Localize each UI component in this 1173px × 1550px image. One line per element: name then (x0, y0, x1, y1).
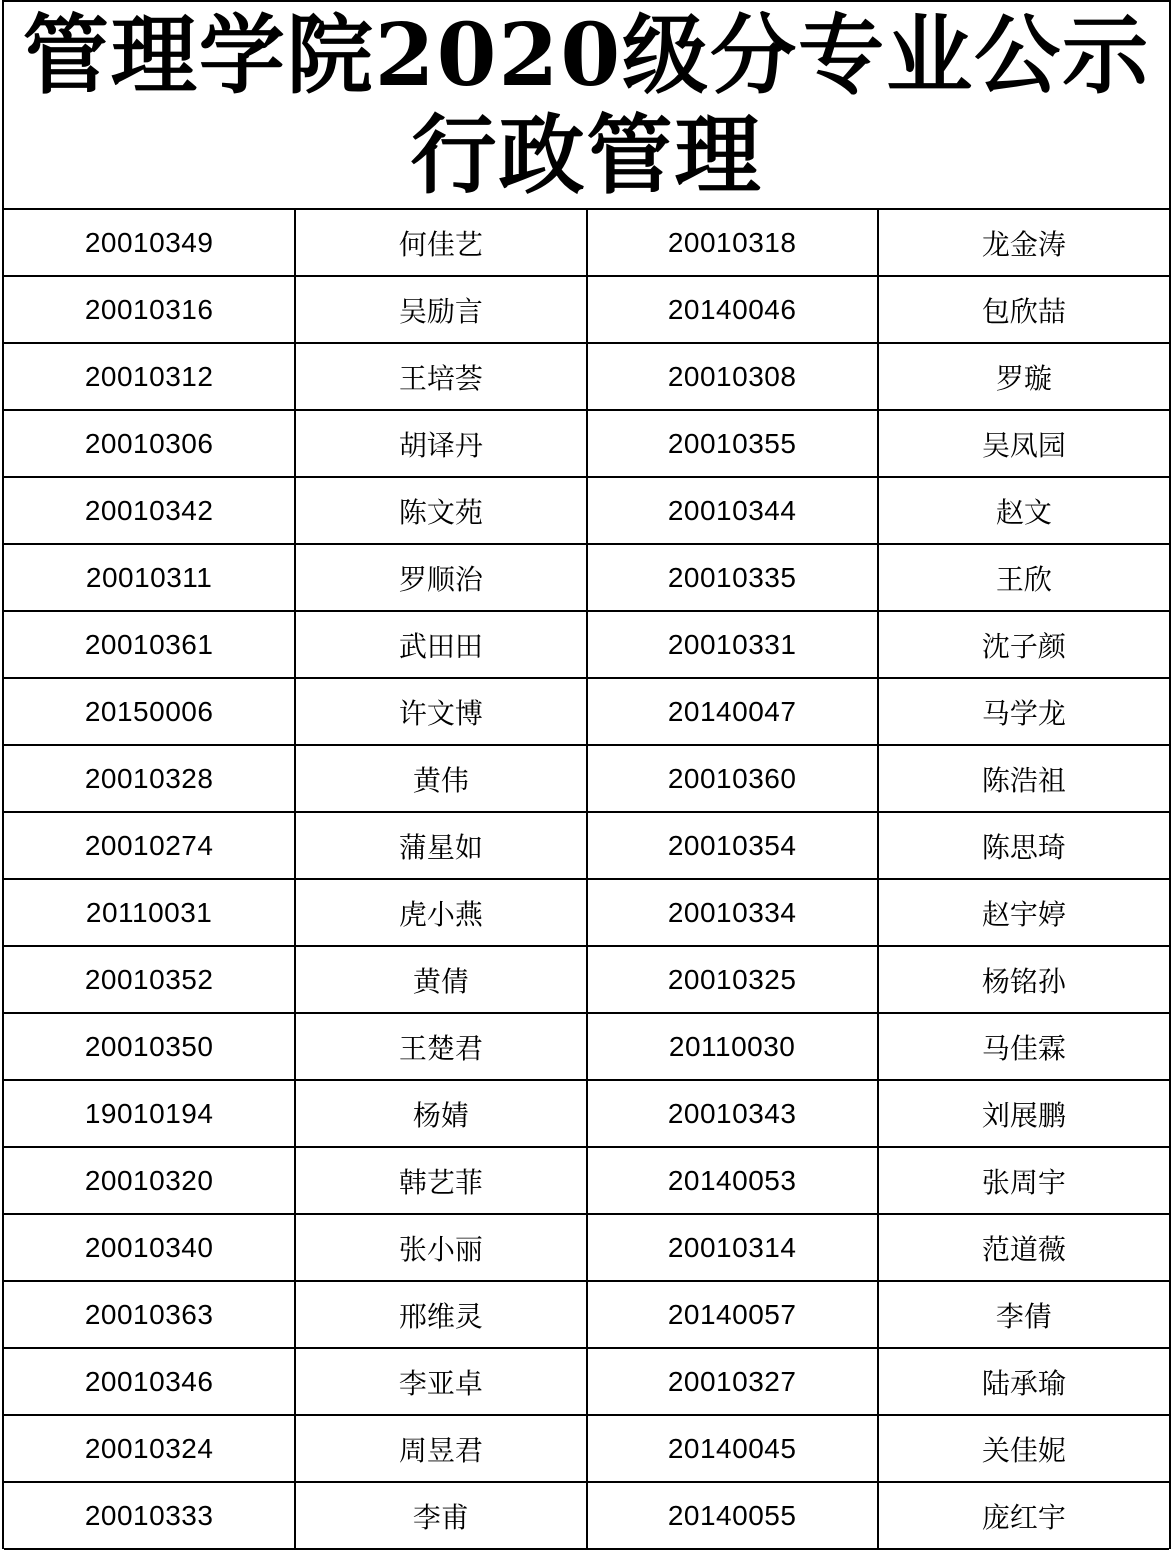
student-name-cell: 邢维灵 (295, 1281, 586, 1348)
student-id-cell: 20010312 (4, 343, 295, 410)
student-id-cell: 20010355 (587, 410, 878, 477)
student-id-cell: 20150006 (4, 678, 295, 745)
table-row (4, 1415, 1169, 1482)
student-name-cell: 胡译丹 (295, 410, 586, 477)
student-name-cell: 杨铭孙 (878, 946, 1169, 1013)
student-id-cell: 20140053 (587, 1147, 878, 1214)
student-name-cell: 王楚君 (295, 1013, 586, 1080)
student-id-cell: 20010346 (4, 1348, 295, 1415)
student-id-cell: 20010320 (4, 1147, 295, 1214)
student-id-cell: 20010340 (4, 1214, 295, 1281)
table-row (4, 1013, 1169, 1080)
student-name-cell: 黄伟 (295, 745, 586, 812)
student-id-cell: 20010325 (587, 946, 878, 1013)
student-id-cell: 20010324 (4, 1415, 295, 1482)
student-name-cell: 吴励言 (295, 276, 586, 343)
roster-table (4, 210, 1169, 1550)
student-id-cell: 20010352 (4, 946, 295, 1013)
table-row (4, 544, 1169, 611)
table-row (4, 678, 1169, 745)
table-row (4, 1482, 1169, 1549)
student-name-cell: 李倩 (878, 1281, 1169, 1348)
student-name-cell: 马佳霖 (878, 1013, 1169, 1080)
student-id-cell: 20110030 (587, 1013, 878, 1080)
student-name-cell: 李亚卓 (295, 1348, 586, 1415)
student-id-cell: 20010311 (4, 544, 295, 611)
table-row (4, 946, 1169, 1013)
student-name-cell: 陈思琦 (878, 812, 1169, 879)
student-name-cell: 关佳妮 (878, 1415, 1169, 1482)
student-id-cell: 20010342 (4, 477, 295, 544)
student-id-cell: 20140055 (587, 1482, 878, 1549)
student-name-cell: 李甫 (295, 1482, 586, 1549)
student-name-cell: 赵文 (878, 477, 1169, 544)
table-row (4, 611, 1169, 678)
student-name-cell: 刘展鹏 (878, 1080, 1169, 1147)
student-id-cell: 20010327 (587, 1348, 878, 1415)
student-id-cell: 20110031 (4, 879, 295, 946)
table-row (4, 1281, 1169, 1348)
roster-sheet (2, 0, 1171, 1549)
student-name-cell: 何佳艺 (295, 210, 586, 276)
student-id-cell: 20010331 (587, 611, 878, 678)
student-name-cell: 罗顺治 (295, 544, 586, 611)
student-id-cell: 20010360 (587, 745, 878, 812)
student-id-cell: 20010350 (4, 1013, 295, 1080)
student-name-cell: 黄倩 (295, 946, 586, 1013)
student-id-cell: 20010363 (4, 1281, 295, 1348)
table-row (4, 1147, 1169, 1214)
student-name-cell: 吴凤园 (878, 410, 1169, 477)
student-name-cell: 庞红宇 (878, 1482, 1169, 1549)
student-name-cell: 王培荟 (295, 343, 586, 410)
student-name-cell: 虎小燕 (295, 879, 586, 946)
student-name-cell: 范道薇 (878, 1214, 1169, 1281)
student-id-cell: 20140046 (587, 276, 878, 343)
student-id-cell: 20140057 (587, 1281, 878, 1348)
student-id-cell: 20010349 (4, 210, 295, 276)
table-row (4, 343, 1169, 410)
student-name-cell: 王欣 (878, 544, 1169, 611)
student-name-cell: 龙金涛 (878, 210, 1169, 276)
table-row (4, 812, 1169, 879)
student-id-cell: 20010354 (587, 812, 878, 879)
student-name-cell: 赵宇婷 (878, 879, 1169, 946)
table-row (4, 1348, 1169, 1415)
student-name-cell: 杨婧 (295, 1080, 586, 1147)
table-row (4, 410, 1169, 477)
table-row (4, 210, 1169, 276)
student-id-cell: 19010194 (4, 1080, 295, 1147)
student-id-cell: 20010344 (587, 477, 878, 544)
student-id-cell: 20010343 (587, 1080, 878, 1147)
student-id-cell: 20010314 (587, 1214, 878, 1281)
student-id-cell: 20010306 (4, 410, 295, 477)
student-name-cell: 许文博 (295, 678, 586, 745)
major-subtitle: 行政管理 (410, 105, 763, 206)
table-row (4, 276, 1169, 343)
student-id-cell: 20010316 (4, 276, 295, 343)
table-row (4, 745, 1169, 812)
table-row (4, 1214, 1169, 1281)
student-id-cell: 20010328 (4, 745, 295, 812)
table-row (4, 1080, 1169, 1147)
student-name-cell: 陆承瑜 (878, 1348, 1169, 1415)
student-name-cell: 蒲星如 (295, 812, 586, 879)
student-name-cell: 罗璇 (878, 343, 1169, 410)
roster-body (4, 210, 1169, 1549)
student-id-cell: 20010335 (587, 544, 878, 611)
student-name-cell: 陈文苑 (295, 477, 586, 544)
page-title: 管理学院2020级分专业公示 (22, 5, 1151, 106)
student-id-cell: 20010334 (587, 879, 878, 946)
student-id-cell: 20140045 (587, 1415, 878, 1482)
student-name-cell: 陈浩祖 (878, 745, 1169, 812)
student-id-cell: 20010308 (587, 343, 878, 410)
table-row (4, 879, 1169, 946)
student-name-cell: 张小丽 (295, 1214, 586, 1281)
student-name-cell: 韩艺菲 (295, 1147, 586, 1214)
student-id-cell: 20010274 (4, 812, 295, 879)
student-name-cell: 周昱君 (295, 1415, 586, 1482)
student-name-cell: 张周宇 (878, 1147, 1169, 1214)
title-block (4, 0, 1169, 210)
student-id-cell: 20140047 (587, 678, 878, 745)
table-row (4, 477, 1169, 544)
student-name-cell: 包欣喆 (878, 276, 1169, 343)
student-id-cell: 20010361 (4, 611, 295, 678)
student-id-cell: 20010333 (4, 1482, 295, 1549)
student-id-cell: 20010318 (587, 210, 878, 276)
student-name-cell: 武田田 (295, 611, 586, 678)
student-name-cell: 沈子颜 (878, 611, 1169, 678)
student-name-cell: 马学龙 (878, 678, 1169, 745)
